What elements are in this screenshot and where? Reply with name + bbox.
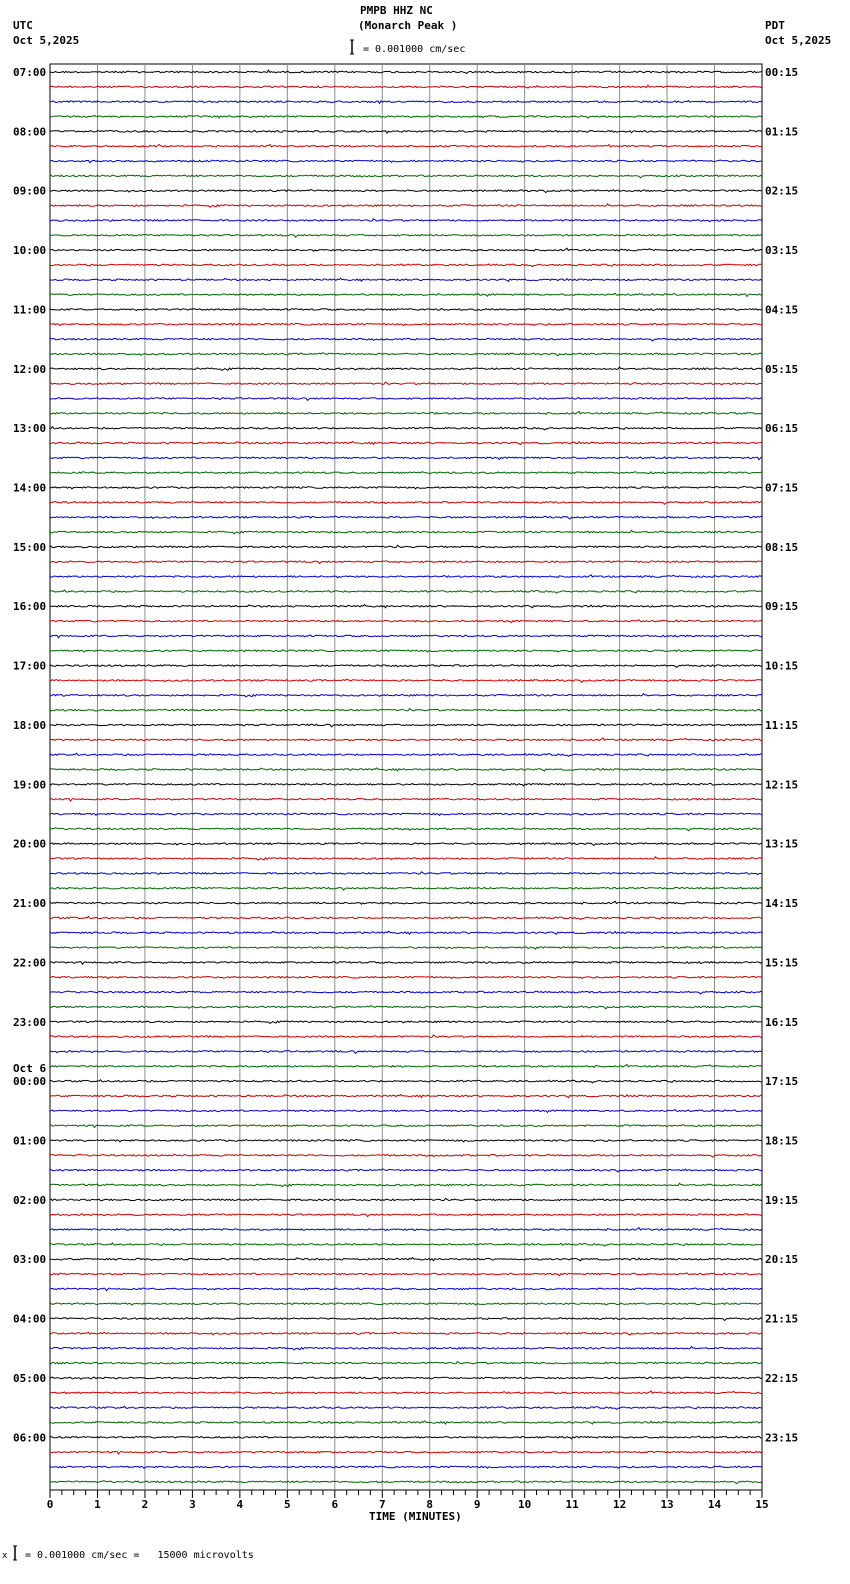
pdt-hour-label: 01:15 bbox=[765, 125, 799, 139]
pdt-hour-label: 10:15 bbox=[765, 659, 799, 673]
trace-line bbox=[50, 309, 762, 311]
utc-hour-label: 19:00 bbox=[13, 778, 47, 792]
right-date: Oct 5,2025 bbox=[765, 34, 832, 47]
trace-line bbox=[50, 1154, 762, 1157]
trace-line bbox=[50, 144, 762, 147]
utc-hour-label: 16:00 bbox=[13, 600, 47, 614]
trace-line bbox=[50, 665, 762, 668]
trace-line bbox=[50, 338, 762, 341]
trace-line bbox=[50, 976, 762, 978]
pdt-hour-label: 08:15 bbox=[765, 540, 799, 554]
trace-line bbox=[50, 857, 762, 860]
utc-hour-label: 18:00 bbox=[13, 718, 47, 732]
utc-hour-label: 09:00 bbox=[13, 184, 47, 198]
trace-line bbox=[50, 293, 762, 296]
trace-line bbox=[50, 1332, 762, 1335]
trace-line bbox=[50, 427, 762, 430]
pdt-hour-label: 13:15 bbox=[765, 837, 799, 851]
trace-line bbox=[50, 650, 762, 652]
pdt-hour-label: 02:15 bbox=[765, 184, 799, 198]
trace-line bbox=[50, 101, 762, 104]
pdt-hour-label: 17:15 bbox=[765, 1075, 799, 1089]
trace-line bbox=[50, 1035, 762, 1037]
trace-line bbox=[50, 635, 762, 638]
trace-line bbox=[50, 278, 762, 281]
trace-line bbox=[50, 1169, 762, 1172]
trace-line bbox=[50, 1481, 762, 1484]
trace-line bbox=[50, 872, 762, 875]
trace-line bbox=[50, 1183, 762, 1186]
trace-line bbox=[50, 530, 762, 534]
right-timezone: PDT bbox=[765, 19, 785, 32]
trace-line bbox=[50, 813, 762, 815]
trace-line bbox=[50, 1243, 762, 1246]
pdt-hour-label: 16:15 bbox=[765, 1015, 799, 1029]
x-tick-label: 0 bbox=[46, 1498, 54, 1511]
utc-hour-label: 07:00 bbox=[13, 66, 47, 79]
utc-hour-label: 10:00 bbox=[13, 244, 47, 258]
trace-line bbox=[50, 590, 762, 593]
utc-hour-label: 23:00 bbox=[13, 1015, 47, 1029]
trace-line bbox=[50, 991, 762, 994]
trace-line bbox=[50, 1051, 762, 1054]
x-tick-label: 6 bbox=[331, 1498, 339, 1511]
trace-line bbox=[50, 1436, 762, 1439]
trace-line bbox=[50, 248, 762, 251]
trace-line bbox=[50, 798, 762, 801]
x-tick-label: 12 bbox=[612, 1498, 627, 1511]
x-tick-label: 9 bbox=[473, 1498, 481, 1511]
x-tick-label: 15 bbox=[755, 1498, 769, 1511]
trace-line bbox=[50, 323, 762, 326]
trace-line bbox=[50, 1020, 762, 1023]
trace-line bbox=[50, 382, 762, 385]
x-tick-label: 1 bbox=[94, 1498, 101, 1511]
trace-line bbox=[50, 738, 762, 741]
trace-line bbox=[50, 709, 762, 712]
trace-line bbox=[50, 575, 762, 578]
trace-line bbox=[50, 1377, 762, 1380]
utc-hour-label: 11:00 bbox=[13, 303, 47, 317]
trace-line bbox=[50, 768, 762, 771]
scale-label: = 0.001000 cm/sec bbox=[363, 44, 466, 55]
trace-line bbox=[50, 516, 762, 519]
utc-hour-label: 17:00 bbox=[13, 659, 47, 673]
left-timezone: UTC bbox=[13, 19, 33, 32]
trace-line bbox=[50, 1318, 762, 1321]
pdt-hour-label: 19:15 bbox=[765, 1193, 799, 1207]
utc-hour-label: 05:00 bbox=[13, 1371, 47, 1385]
trace-line bbox=[50, 1466, 762, 1468]
trace-line bbox=[50, 753, 762, 756]
footer-scale-note: = 0.001000 cm/sec = 15000 microvolts bbox=[25, 1550, 254, 1561]
pdt-hour-label: 03:15 bbox=[765, 244, 799, 258]
trace-line bbox=[50, 1362, 762, 1364]
trace-line bbox=[50, 1258, 762, 1261]
pdt-hour-label: 12:15 bbox=[765, 778, 799, 792]
utc-hour-label: 00:00 bbox=[13, 1075, 47, 1089]
trace-line bbox=[50, 130, 762, 133]
x-tick-label: 2 bbox=[141, 1498, 149, 1511]
trace-line bbox=[50, 70, 762, 73]
trace-line bbox=[50, 724, 762, 727]
trace-line bbox=[50, 1421, 762, 1424]
pdt-hour-label: 18:15 bbox=[765, 1134, 799, 1148]
utc-hour-label: 21:00 bbox=[13, 897, 47, 911]
utc-hour-label: 04:00 bbox=[13, 1312, 47, 1326]
trace-line bbox=[50, 679, 762, 682]
trace-line bbox=[50, 1228, 762, 1231]
trace-line bbox=[50, 1451, 762, 1454]
utc-hour-label: 03:00 bbox=[13, 1253, 47, 1267]
trace-line bbox=[50, 1406, 762, 1409]
trace-line bbox=[50, 175, 762, 178]
x-axis-label: TIME (MINUTES) bbox=[369, 1510, 462, 1523]
utc-hour-label: 01:00 bbox=[13, 1134, 47, 1148]
utc-hour-label: 12:00 bbox=[13, 362, 47, 376]
pdt-hour-label: 22:15 bbox=[765, 1371, 799, 1385]
trace-line bbox=[50, 219, 762, 222]
trace-line bbox=[50, 457, 762, 460]
pdt-hour-label: 11:15 bbox=[765, 718, 799, 732]
pdt-hour-label: 06:15 bbox=[765, 422, 799, 436]
trace-line bbox=[50, 367, 762, 370]
trace-line bbox=[50, 916, 762, 919]
date-change-label: Oct 6 bbox=[13, 1062, 47, 1076]
trace-line bbox=[50, 441, 762, 444]
station-title: PMPB HHZ NC bbox=[360, 4, 433, 17]
trace-line bbox=[50, 486, 762, 489]
trace-line bbox=[50, 1288, 762, 1291]
utc-hour-label: 14:00 bbox=[13, 481, 47, 495]
trace-line bbox=[50, 946, 762, 949]
x-tick-label: 10 bbox=[518, 1498, 532, 1511]
x-tick-label: 3 bbox=[189, 1498, 196, 1511]
trace-line bbox=[50, 545, 762, 548]
trace-line bbox=[50, 1125, 762, 1128]
trace-line bbox=[50, 1140, 762, 1142]
trace-line bbox=[50, 887, 762, 890]
trace-line bbox=[50, 85, 762, 88]
pdt-hour-label: 05:15 bbox=[765, 362, 799, 376]
x-tick-label: 8 bbox=[426, 1498, 434, 1511]
trace-line bbox=[50, 620, 762, 623]
trace-line bbox=[50, 828, 762, 831]
pdt-hour-label: 15:15 bbox=[765, 956, 799, 970]
pdt-hour-label: 00:15 bbox=[765, 66, 799, 79]
trace-line bbox=[50, 1273, 762, 1276]
trace-line bbox=[50, 1094, 762, 1097]
trace-line bbox=[50, 783, 762, 786]
trace-line bbox=[50, 1006, 762, 1009]
trace-line bbox=[50, 264, 762, 267]
pdt-hour-label: 21:15 bbox=[765, 1312, 799, 1326]
trace-line bbox=[50, 1391, 762, 1394]
trace-line bbox=[50, 1198, 762, 1200]
trace-line bbox=[50, 190, 762, 193]
trace-line bbox=[50, 353, 762, 356]
x-tick-label: 5 bbox=[284, 1498, 291, 1511]
pdt-hour-label: 14:15 bbox=[765, 897, 799, 911]
left-date: Oct 5,2025 bbox=[13, 34, 80, 47]
trace-line bbox=[50, 605, 762, 608]
trace-line bbox=[50, 204, 762, 207]
utc-hour-label: 02:00 bbox=[13, 1193, 47, 1207]
trace-line bbox=[50, 1214, 762, 1217]
trace-line bbox=[50, 901, 762, 904]
trace-line bbox=[50, 115, 762, 118]
trace-line bbox=[50, 1064, 762, 1067]
trace-line bbox=[50, 962, 762, 965]
pdt-hour-label: 04:15 bbox=[765, 303, 799, 317]
x-tick-label: 13 bbox=[660, 1498, 674, 1511]
trace-line bbox=[50, 561, 762, 564]
x-tick-label: 4 bbox=[236, 1498, 244, 1511]
footer-prefix: x bbox=[2, 1551, 8, 1561]
trace-line bbox=[50, 1347, 762, 1351]
trace-line bbox=[50, 234, 762, 237]
trace-line bbox=[50, 1303, 762, 1305]
trace-line bbox=[50, 502, 762, 505]
trace-line bbox=[50, 160, 762, 163]
plot-frame bbox=[50, 64, 762, 1490]
trace-line bbox=[50, 1110, 762, 1113]
pdt-hour-label: 09:15 bbox=[765, 600, 799, 614]
pdt-hour-label: 20:15 bbox=[765, 1253, 799, 1267]
station-location: (Monarch Peak ) bbox=[358, 19, 458, 32]
x-tick-label: 14 bbox=[707, 1498, 722, 1511]
utc-hour-label: 13:00 bbox=[13, 422, 47, 436]
utc-hour-label: 22:00 bbox=[13, 956, 47, 970]
pdt-hour-label: 23:15 bbox=[765, 1431, 799, 1445]
trace-line bbox=[50, 398, 762, 401]
utc-hour-label: 06:00 bbox=[13, 1431, 47, 1445]
pdt-hour-label: 07:15 bbox=[765, 481, 799, 495]
trace-line bbox=[50, 694, 762, 697]
trace-line bbox=[50, 411, 762, 414]
trace-line bbox=[50, 1080, 762, 1083]
utc-hour-label: 08:00 bbox=[13, 125, 47, 139]
trace-line bbox=[50, 842, 762, 845]
utc-hour-label: 20:00 bbox=[13, 837, 47, 851]
x-tick-label: 7 bbox=[378, 1498, 386, 1511]
trace-line bbox=[50, 931, 762, 934]
utc-hour-label: 15:00 bbox=[13, 540, 47, 554]
trace-line bbox=[50, 472, 762, 474]
x-tick-label: 11 bbox=[565, 1498, 579, 1511]
